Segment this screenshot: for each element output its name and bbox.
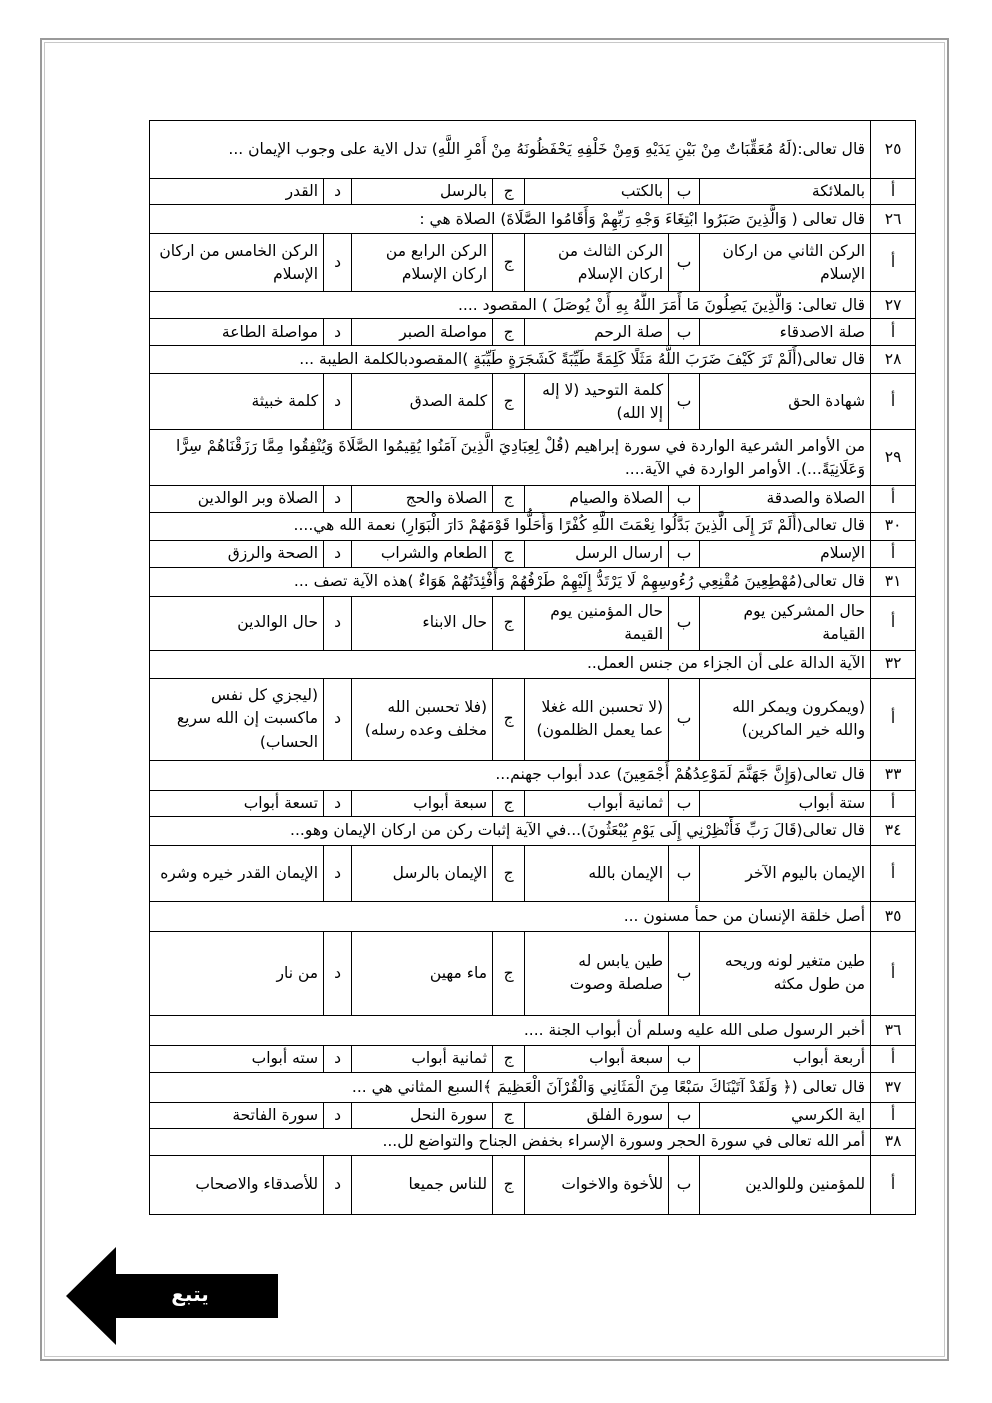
option-letter: د [324,486,352,512]
option-text[interactable]: بالملائكة [700,179,871,205]
option-text[interactable]: كلمة التوحيد (لا إله إلا الله) [525,374,669,430]
options-row [150,234,916,292]
question-number: ٢٦ [871,205,916,234]
option-letter: أ [871,845,916,901]
option-text[interactable]: حال الوالدين [150,596,324,650]
option-letter: ج [493,540,525,567]
option-text[interactable]: سورة النحل [352,1102,493,1128]
option-text[interactable]: سته أبواب [150,1045,324,1072]
option-letter: ج [493,1045,525,1072]
option-text[interactable]: (لا تحسبن الله غغلا عما يعمل الظلمون) [525,678,669,760]
question-row [150,1015,916,1045]
options-row [150,486,916,512]
option-text[interactable]: الإيمان القدر خيره وشره [150,845,324,901]
question-row [150,1129,916,1156]
option-letter: أ [871,374,916,430]
question-number: ٣٢ [871,650,916,678]
option-letter: ب [669,845,700,901]
question-text: قال تعالى(وَإِنَّ جَهَنَّمَ لَمَوْعِدُهُمْ أَجْمَعِينَ) عدد أبواب جهنم... [150,760,871,790]
question-number: ٣٦ [871,1015,916,1045]
question-number: ٢٩ [871,430,916,486]
option-text[interactable]: الإيمان باليوم الآخر [700,845,871,901]
option-letter: ب [669,678,700,760]
option-letter: د [324,596,352,650]
options-row [150,540,916,567]
option-text[interactable]: الإيمان بالرسل [352,845,493,901]
options-row [150,931,916,1015]
options-row [150,319,916,346]
option-letter: ب [669,234,700,292]
question-row [150,346,916,374]
options-row [150,1045,916,1072]
option-letter: ب [669,486,700,512]
option-letter: د [324,1156,352,1215]
option-text[interactable]: الإسلام [700,540,871,567]
option-letter: ب [669,179,700,205]
option-letter: ب [669,540,700,567]
option-letter: د [324,1045,352,1072]
option-text[interactable]: الصلاة والصدقة [700,486,871,512]
option-text[interactable]: الركن الثالث من اركان الإسلام [525,234,669,292]
option-text[interactable]: سبعة أبواب [352,790,493,816]
option-text[interactable]: ثمانية أبواب [352,1045,493,1072]
option-text[interactable]: حال المشركين يوم القيامة [700,596,871,650]
question-text: قال تعالى: وَالَّذِينَ يَصِلُونَ مَا أَمَرَ اللَّهُ بِهِ أَنْ يُوصَلَ ) المقصود .... [150,292,871,319]
option-letter: ب [669,1102,700,1128]
question-number: ٢٧ [871,292,916,319]
option-text[interactable]: تسعة أبواب [150,790,324,816]
option-text[interactable]: (ليجزي كل نفس ماكسبت إن الله سريع الحساب) [150,678,324,760]
question-text: قال تعالى(أَلَمْ تَرَ كَيْفَ ضَرَبَ اللَّهُ مَثَلًا كَلِمَةً طَيِّبَةً كَشَجَرَةٍ طَيِّبَةٍ )المقصودبالكلمة الطيبة ... [150,346,871,374]
option-text[interactable]: الإيمان بالله [525,845,669,901]
question-row [150,901,916,931]
question-text: الآية الدالة على أن الجزاء من جنس العمل.. [150,650,871,678]
question-row [150,1072,916,1102]
question-number: ٢٨ [871,346,916,374]
option-letter: أ [871,1045,916,1072]
option-letter: أ [871,790,916,816]
option-letter: ج [493,678,525,760]
question-number: ٣٨ [871,1129,916,1156]
option-text[interactable]: (فلا تحسبن الله مخلف وعده رسله) [352,678,493,760]
options-row [150,1102,916,1128]
option-text[interactable]: الركن الرابع من اركان الإسلام [352,234,493,292]
option-letter: د [324,931,352,1015]
option-text[interactable]: مواصلة الطاعة [150,319,324,346]
option-letter: ج [493,374,525,430]
option-text[interactable]: بالرسل [352,179,493,205]
option-text[interactable]: الركن الثاني من اركان الإسلام [700,234,871,292]
option-letter: ج [493,790,525,816]
option-letter: أ [871,540,916,567]
options-row [150,596,916,650]
option-text[interactable]: طين متغير لونه وريحه من طول مكثه [700,931,871,1015]
option-text[interactable]: الصلاة وبر الوالدين [150,486,324,512]
question-text: قال تعالى(قَالَ رَبِّ فَأَنْظِرْنِي إِلَى يَوْمِ يُبْعَثُونَ)...في الآية إثبات ركن من اركان الإيمان وهو... [150,816,871,845]
option-letter: ب [669,790,700,816]
option-text[interactable]: (ويمكرون ويمكر الله والله خير الماكرين) [700,678,871,760]
option-letter: ج [493,1156,525,1215]
option-letter: د [324,234,352,292]
option-letter: أ [871,319,916,346]
option-letter: د [324,319,352,346]
question-number: ٣٧ [871,1072,916,1102]
option-letter: أ [871,486,916,512]
question-number: ٣١ [871,567,916,596]
option-letter: د [324,678,352,760]
option-letter: أ [871,234,916,292]
question-text: أصل خلقة الإنسان من حمأ مسنون ... [150,901,871,931]
quiz-table [149,120,916,1215]
question-text: أمر الله تعالى في سورة الحجر وسورة الإسراء بخفض الجناح والتواضع لل... [150,1129,871,1156]
option-letter: أ [871,931,916,1015]
question-row [150,760,916,790]
option-text[interactable]: الركن الخامس من اركان الإسلام [150,234,324,292]
option-text[interactable]: شهادة الحق [700,374,871,430]
question-number: ٣٥ [871,901,916,931]
option-text[interactable]: كلمة خبيثة [150,374,324,430]
option-letter: ب [669,1156,700,1215]
question-row [150,567,916,596]
option-letter: ب [669,374,700,430]
options-row [150,374,916,430]
option-text[interactable]: سورة الفلق [525,1102,669,1128]
option-letter: ج [493,845,525,901]
option-letter: ج [493,931,525,1015]
question-text: قال تعالى ( وَالَّذِينَ صَبَرُوا ابْتِغَاءَ وَجْهِ رَبِّهِمْ وَأَقَامُوا الصَّلَاةَ) الصلاة هي : [150,205,871,234]
question-text: أخبر الرسول صلى الله عليه وسلم أن أبواب الجنة .... [150,1015,871,1045]
options-row [150,678,916,760]
question-number: ٣٤ [871,816,916,845]
option-letter: ج [493,1102,525,1128]
options-row [150,179,916,205]
question-text: قال تعالى(أَلَمْ تَرَ إِلَى الَّذِينَ بَدَّلُوا نِعْمَتَ اللَّهِ كُفْرًا وَأَحَلُّوا قَوْمَهُمْ دَارَ الْبَوَارِ) نعمة الله هي.... [150,512,871,540]
question-row [150,512,916,540]
option-text[interactable]: للأخوة والاخوات [525,1156,669,1215]
option-text[interactable]: كلمة الصدق [352,374,493,430]
question-number: ٢٥ [871,121,916,179]
question-row [150,430,916,486]
option-letter: أ [871,596,916,650]
option-letter: ب [669,931,700,1015]
question-number: ٣٠ [871,512,916,540]
option-text[interactable]: صلة الرحم [525,319,669,346]
question-text: قال تعالى (﴿ وَلَقَدْ آتَيْنَاكَ سَبْعًا مِنَ الْمَثَانِي وَالْقُرْآنَ الْعَظِيمَ ﴾السبع المثاني هي ... [150,1072,871,1102]
option-text[interactable]: أربعة أبواب [700,1045,871,1072]
option-letter: ج [493,596,525,650]
next-label[interactable]: يتبع [171,1282,209,1306]
option-text[interactable]: ماء مهين [352,931,493,1015]
option-letter: د [324,374,352,430]
option-letter: ج [493,319,525,346]
option-letter: د [324,790,352,816]
option-letter: ج [493,486,525,512]
option-text[interactable]: للأصدقاء والاصحاب [150,1156,324,1215]
option-text[interactable]: حال المؤمنين يوم القيمة [525,596,669,650]
question-row [150,205,916,234]
option-text[interactable]: بالكتب [525,179,669,205]
option-text[interactable]: سورة الفاتحة [150,1102,324,1128]
option-letter: ج [493,234,525,292]
question-row [150,650,916,678]
option-text[interactable]: الصلاة والصيام [525,486,669,512]
option-text[interactable]: مواصلة الصبر [352,319,493,346]
option-letter: أ [871,179,916,205]
option-text[interactable]: اية الكرسي [700,1102,871,1128]
option-text[interactable]: ارسال الرسل [525,540,669,567]
option-text[interactable]: طين يابس له صلصلة وصوت [525,931,669,1015]
option-letter: د [324,540,352,567]
option-text[interactable]: صلة الاصدقاء [700,319,871,346]
question-text: قال تعالى:(لَهُ مُعَقِّبَاتٌ مِنْ بَيْنِ يَدَيْهِ وَمِنْ خَلْفِهِ يَحْفَظُونَهُ مِنْ أَمْرِ اللَّهِ) تدل الاية على وجوب الإيمان ... [150,121,871,179]
option-text[interactable]: من نار [150,931,324,1015]
option-text[interactable]: القدر [150,179,324,205]
option-text[interactable]: سبعة أبواب [525,1045,669,1072]
option-letter: ب [669,1045,700,1072]
option-letter: أ [871,678,916,760]
option-letter: د [324,845,352,901]
question-row [150,121,916,179]
options-row [150,845,916,901]
option-text[interactable]: حال الابناء [352,596,493,650]
option-text[interactable]: للمؤمنين وللوالدين [700,1156,871,1215]
question-row [150,292,916,319]
option-text[interactable]: ثمانية أبواب [525,790,669,816]
option-letter: أ [871,1156,916,1215]
options-row [150,790,916,816]
question-row [150,816,916,845]
option-text[interactable]: للناس جميعا [352,1156,493,1215]
option-letter: د [324,179,352,205]
option-letter: أ [871,1102,916,1128]
option-text[interactable]: الصلاة والحج [352,486,493,512]
option-letter: ج [493,179,525,205]
options-row [150,1156,916,1215]
question-number: ٣٣ [871,760,916,790]
option-text[interactable]: الصحة والرزق [150,540,324,567]
question-text: من الأوامر الشرعية الواردة في سورة إبراهيم (قُلْ لِعِبَادِيَ الَّذِينَ آمَنُوا يُقِيمُوا الصَّلَاةَ وَيُنْفِقُوا مِمَّا رَزَقْنَاهُمْ سِرًّا وَعَلَانِيَةً...). الأوامر الواردة في الآية.... [150,430,871,486]
question-text: قال تعالى(مُهْطِعِينَ مُقْنِعِي رُءُوسِهِمْ لَا يَرْتَدُّ إِلَيْهِمْ طَرْفُهُمْ وَأَفْئِدَتُهُمْ هَوَاءٌ )هذه الآية تصف ... [150,567,871,596]
option-text[interactable]: الطعام والشراب [352,540,493,567]
option-letter: ب [669,596,700,650]
option-text[interactable]: ستة أبواب [700,790,871,816]
option-letter: ب [669,319,700,346]
option-letter: د [324,1102,352,1128]
